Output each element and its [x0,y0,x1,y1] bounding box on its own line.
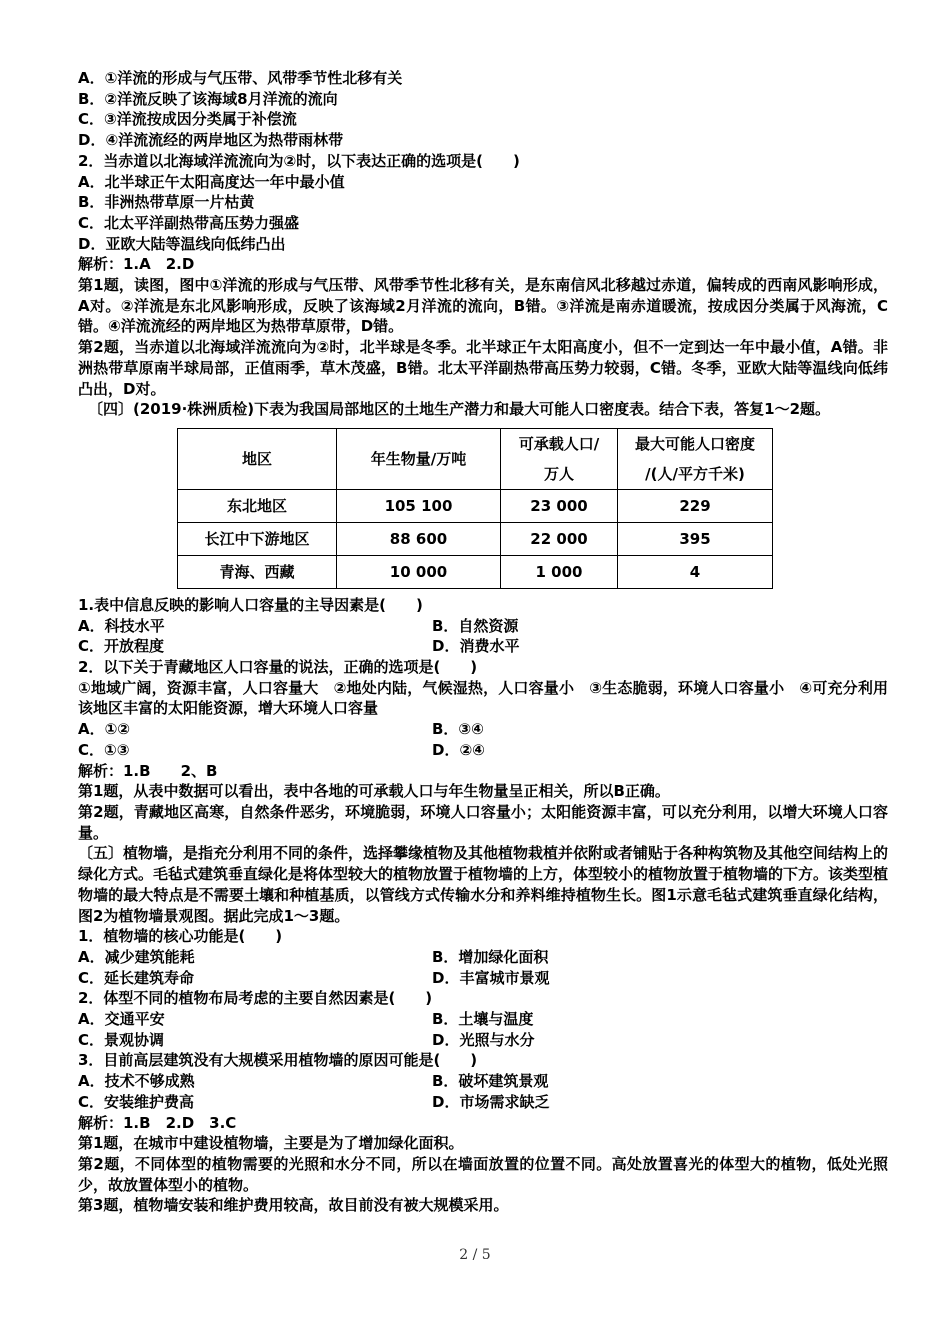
option-c: C．③洋流按成因分类属于补偿流 [78,110,297,129]
option-b: B．土壤与温度 [432,1010,534,1029]
option-c: C．延长建筑寿命 [78,968,195,987]
option-c: C．景观协调 [78,1030,165,1049]
table-header-cell: 地区 [178,428,337,489]
option-row [68,719,888,740]
table-cell: 东北地区 [178,489,337,522]
option-a: A．科技水平 [78,616,165,635]
table-cell: 105 100 [337,489,501,522]
option-row [68,740,888,761]
option-d: D．②④ [432,740,485,759]
answer-line: 解析：1.B 2.D 3.C [78,1113,237,1132]
data-table [177,428,773,589]
explanation: 第2题，当赤道以北海域洋流流向为②时，北半球是冬季。北半球正午太阳高度小，但不一定到达一年中最小值，A错。非洲热带草原南半球局部，正值雨季，草木茂盛，B错。北太平洋副热带高压势力较弱，C错。冬季，亚欧大陆等温线向低纬凸出，D对。 [78,338,888,398]
table-header-cell: 万人 [501,459,618,490]
question-stem: 2．体型不同的植物布局考虑的主要自然因素是( ) [78,989,433,1008]
option-d: D．光照与水分 [432,1030,535,1049]
option-a: A．交通平安 [78,1010,165,1029]
explanation: 第1题，从表中数据可以看出，表中各地的可承载人口与年生物量呈正相关，所以B正确。 [78,782,670,801]
option-b: B．破坏建筑景观 [432,1072,549,1091]
table-cell: 4 [618,555,773,588]
table-cell: 88 600 [337,522,501,555]
explanation: 第1题，在城市中建设植物墙，主要是为了增加绿化面积。 [78,1134,464,1153]
option-c: C．北太平洋副热带高压势力强盛 [78,213,300,232]
option-row [68,1071,888,1092]
option-a: A．北半球正午太阳高度达一年中最小值 [78,172,345,191]
table-row [178,522,773,555]
table-cell: 395 [618,522,773,555]
table-cell: 229 [618,489,773,522]
option-row [68,1092,888,1113]
section-intro: 〔四〕(2019·株洲质检)下表为我国局部地区的土地生产潜力和最大可能人口密度表。结合下表，答复1～2题。 [88,400,831,419]
option-b: B．③④ [432,720,484,739]
option-a: A．技术不够成熟 [78,1072,195,1091]
question-stem: 2．当赤道以北海域洋流流向为②时，以下表达正确的选项是( ) [78,151,520,170]
explanation: 第3题，植物墙安装和维护费用较高，故目前没有被大规模采用。 [78,1196,509,1215]
table-cell: 1 000 [501,555,618,588]
table-cell: 10 000 [337,555,501,588]
option-b: B．自然资源 [432,616,519,635]
option-c: C．①③ [78,740,130,759]
table-cell: 青海、西藏 [178,555,337,588]
option-row [68,947,888,968]
option-d: D．市场需求缺乏 [432,1092,550,1111]
option-c: C．安装维护费高 [78,1092,195,1111]
table-header-cell: 可承载人口/ [501,428,618,459]
option-a: A．减少建筑能耗 [78,947,195,966]
option-row [68,636,888,657]
question-stem: 1．植物墙的核心功能是( ) [78,927,283,946]
option-d: D．亚欧大陆等温线向低纬凸出 [78,234,286,253]
table-cell: 长江中下游地区 [178,522,337,555]
option-row [68,968,888,989]
explanation: 第2题，青藏地区高寒，自然条件恶劣，环境脆弱，环境人口容量小；太阳能资源丰富，可以充分利用，以增大环境人口容量。 [78,802,888,842]
option-b: B．非洲热带草原一片枯黄 [78,193,255,212]
option-row [68,616,888,637]
answer-line: 解析：1.B 2、B [78,761,218,780]
statements: ①地域广阔，资源丰富，人口容量大 ②地处内陆，气候湿热，人口容量小 ③生态脆弱，环境人口容量小 ④可充分利用该地区丰富的太阳能资源，增大环境人口容量 [78,678,888,718]
question-stem: 3．目前高层建筑没有大规模采用植物墙的原因可能是( ) [78,1051,478,1070]
option-d: D．消费水平 [432,637,520,656]
question-stem: 1.表中信息反映的影响人口容量的主导因素是( ) [78,595,423,614]
option-b: B．②洋流反映了该海域8月洋流的流向 [78,89,338,108]
option-d: D．丰富城市景观 [432,968,550,987]
option-row [68,1009,888,1030]
question-stem: 2．以下关于青藏地区人口容量的说法，正确的选项是( ) [78,658,478,677]
answer-line: 解析：1.A 2.D [78,255,195,274]
option-d: D．④洋流流经的两岸地区为热带雨林带 [78,131,344,150]
section-intro: 〔五〕植物墙，是指充分利用不同的条件，选择攀缘植物及其他植物栽植并依附或者铺贴于各种构筑物及其他空间结构上的绿化方式。毛毡式建筑垂直绿化是将体型较大的植物放置于植物墙的上方，体型较小的植物放置于植物墙的下方。该类型植物墙的最大特点是不需要土壤和种植基质，以管线方式传输水分和养料维持植物生长。图1示意毛毡式建筑垂直绿化结构，图2为植物墙景观图。据此完成1～3题。 [78,844,889,925]
page-number: 2 / 5 [459,1247,491,1263]
table-row [178,555,773,588]
option-row [68,1030,888,1051]
table-header-cell: 年生物量/万吨 [337,428,501,489]
table-header-cell: 最大可能人口密度 [618,428,773,459]
table-header-cell: /(人/平方千米) [618,459,773,490]
option-a: A．①② [78,720,131,739]
option-b: B．增加绿化面积 [432,947,549,966]
table-cell: 22 000 [501,522,618,555]
table-cell: 23 000 [501,489,618,522]
document-page [68,68,888,1216]
table-header-row [178,428,773,459]
explanation: 第2题，不同体型的植物需要的光照和水分不同，所以在墙面放置的位置不同。高处放置喜光的体型大的植物，低处光照少，故放置体型小的植物。 [78,1154,888,1194]
option-c: C．开放程度 [78,637,165,656]
table-row [178,489,773,522]
option-a: A．①洋流的形成与气压带、风带季节性北移有关 [78,69,403,87]
explanation: 第1题，读图，图中①洋流的形成与气压带、风带季节性北移有关，是东南信风北移越过赤道，偏转成的西南风影响形成，A对。②洋流是东北风影响形成，反映了该海域2月洋流的流向，B错。③洋流是南赤道暖流，按成因分类属于风海流，C错。④洋流流经的两岸地区为热带草原带，D错。 [78,276,888,336]
